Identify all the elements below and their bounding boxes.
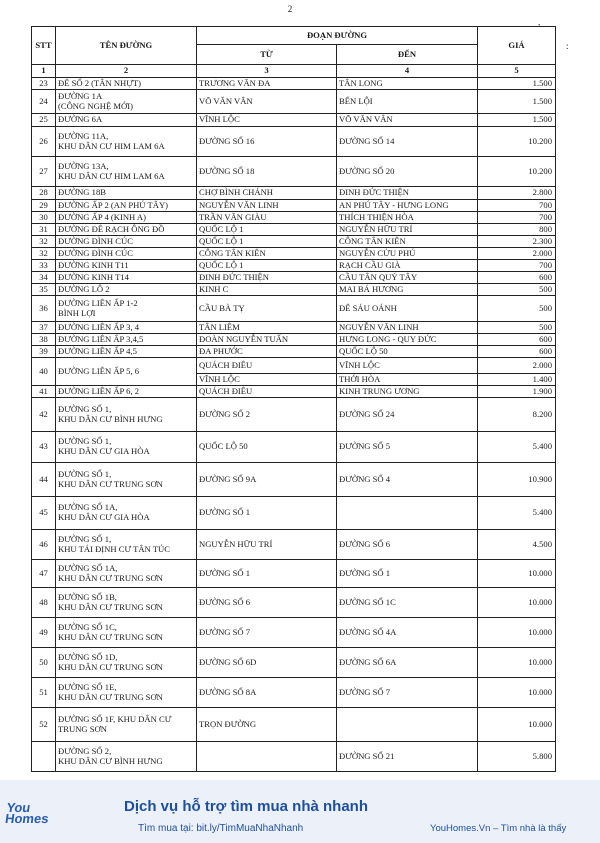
row-stt: 35 (32, 284, 56, 296)
table-row (32, 127, 556, 157)
row-den: ĐƯỜNG SỐ 5 (337, 432, 478, 463)
row-ten-duong: ĐƯỜNG LIÊN ẤP 1-2 BÌNH LỢI (56, 296, 197, 322)
row-ten-duong: ĐƯỜNG 11A, KHU DÂN CƯ HIM LAM 6A (56, 127, 197, 157)
row-den: VÕ VĂN VÂN (337, 114, 478, 127)
street-price-table (31, 26, 556, 772)
table-row (32, 114, 556, 127)
row-stt: 28 (32, 187, 56, 200)
table-row (32, 272, 556, 284)
row-stt: 30 (32, 212, 56, 224)
row-ten-duong: ĐƯỜNG 13A, KHU DÂN CƯ HIM LAM 6A (56, 157, 197, 187)
row-ten-duong: ĐƯỜNG SỐ 2, KHU DÂN CƯ BÌNH HƯNG (56, 742, 197, 772)
scan-mark: , (538, 17, 541, 27)
row-stt: 52 (32, 708, 56, 742)
row-tu: ĐOÀN NGUYỄN TUẤN (197, 334, 337, 346)
footer-headline: Dịch vụ hỗ trợ tìm mua nhà nhanh (124, 798, 369, 815)
row-gia: 10.000 (478, 588, 556, 618)
table-row (32, 742, 556, 772)
row-den: CÔNG TÂN KIÊN (337, 236, 478, 248)
table-row (32, 334, 556, 346)
row-gia: 600 (478, 346, 556, 358)
row-den: KINH TRUNG ƯƠNG (337, 386, 478, 398)
table-row (32, 588, 556, 618)
row-tu: ĐƯỜNG SỐ 18 (197, 157, 337, 187)
row-tu: NGUYỄN HỮU TRÍ (197, 530, 337, 560)
row-ten-duong: ĐƯỜNG ĐÌNH CÚC (56, 248, 197, 260)
table-row (32, 296, 556, 322)
row-den: AN PHÚ TÂY - HƯNG LONG (337, 200, 478, 212)
row-ten-duong: ĐƯỜNG SỐ 1, KHU DÂN CƯ TRUNG SƠN (56, 463, 197, 497)
row-tu (197, 742, 337, 772)
row-stt: 34 (32, 272, 56, 284)
row-den: BẾN LỘI (337, 90, 478, 114)
row-den: QUỐC LỘ 50 (337, 346, 478, 358)
row-tu: ĐƯỜNG SỐ 6D (197, 648, 337, 678)
footer-link[interactable]: Tìm mua tại: bit.ly/TimMuaNhaNhanh (138, 823, 304, 834)
row-den: ĐƯỜNG SỐ 24 (337, 398, 478, 432)
row-den: ĐƯỜNG SỐ 4A (337, 618, 478, 648)
row-ten-duong: ĐƯỜNG 6A (56, 114, 197, 127)
scan-mark: : (566, 41, 569, 51)
row-den: MAI BÁ HƯƠNG (337, 284, 478, 296)
index-cell: 2 (56, 65, 197, 78)
row-stt: 32 (32, 236, 56, 248)
row-den: VĨNH LỘC (337, 358, 478, 374)
row-gia: 600 (478, 334, 556, 346)
row-stt: 23 (32, 78, 56, 90)
table-row (32, 224, 556, 236)
index-cell: 5 (478, 65, 556, 78)
table-row (32, 618, 556, 648)
row-ten-duong: ĐƯỜNG LIÊN ẤP 4,5 (56, 346, 197, 358)
row-gia: 1.500 (478, 114, 556, 127)
table-row (32, 432, 556, 463)
row-den: THÍCH THIỆN HÒA (337, 212, 478, 224)
table-row (32, 248, 556, 260)
row-stt: 33 (32, 260, 56, 272)
table-row (32, 200, 556, 212)
row-ten-duong: ĐƯỜNG ĐÌNH CÚC (56, 236, 197, 248)
row-den: RẠCH CẦU GIÀ (337, 260, 478, 272)
row-ten-duong: ĐƯỜNG SỐ 1, KHU DÂN CƯ BÌNH HƯNG (56, 398, 197, 432)
row-den: ĐƯỜNG SỐ 21 (337, 742, 478, 772)
row-tu: VÕ VĂN VÂN (197, 90, 337, 114)
row-tu: ĐƯỜNG SỐ 16 (197, 127, 337, 157)
row-gia: 500 (478, 296, 556, 322)
row-ten-duong: ĐƯỜNG 1A (CÔNG NGHỆ MỚI) (56, 90, 197, 114)
row-stt: 38 (32, 334, 56, 346)
page-number: 2 (287, 4, 293, 14)
row-tu: CHỢ BÌNH CHÁNH (197, 187, 337, 200)
row-gia: 8.200 (478, 398, 556, 432)
row-gia: 2.000 (478, 358, 556, 374)
row-stt: 39 (32, 346, 56, 358)
row-tu: QUỐC LỘ 1 (197, 260, 337, 272)
row-ten-duong: ĐƯỜNG 18B (56, 187, 197, 200)
row-gia: 500 (478, 284, 556, 296)
row-stt: 42 (32, 398, 56, 432)
row-den (337, 708, 478, 742)
row-stt: 50 (32, 648, 56, 678)
row-tu: ĐƯỜNG SỐ 7 (197, 618, 337, 648)
index-cell: 4 (337, 65, 478, 78)
row-gia: 1.500 (478, 90, 556, 114)
row-den: TÂN LONG (337, 78, 478, 90)
row-stt: 43 (32, 432, 56, 463)
table-row (32, 358, 556, 374)
row-tu: CẦU BÀ TỴ (197, 296, 337, 322)
row-gia: 1.500 (478, 78, 556, 90)
row-gia: 1.900 (478, 386, 556, 398)
row-den: ĐƯỜNG SỐ 14 (337, 127, 478, 157)
table-row (32, 398, 556, 432)
row-gia: 5.400 (478, 497, 556, 530)
row-stt: 45 (32, 497, 56, 530)
row-gia: 1.400 (478, 374, 556, 386)
row-stt: 44 (32, 463, 56, 497)
row-ten-duong: ĐƯỜNG ẤP 2 (AN PHÚ TÂY) (56, 200, 197, 212)
row-ten-duong: ĐƯỜNG KINH T11 (56, 260, 197, 272)
row-stt: 48 (32, 588, 56, 618)
row-gia: 500 (478, 322, 556, 334)
row-stt: 32 (32, 248, 56, 260)
row-gia: 10.900 (478, 463, 556, 497)
index-cell: 3 (197, 65, 337, 78)
header-doan-duong: ĐOẠN ĐƯỜNG (197, 27, 478, 45)
row-den: ĐÊ SÁU OÁNH (337, 296, 478, 322)
table-row (32, 463, 556, 497)
row-stt: 26 (32, 127, 56, 157)
table-row (32, 322, 556, 334)
row-ten-duong: ĐƯỜNG ĐÊ RẠCH ÔNG ĐỒ (56, 224, 197, 236)
row-gia: 700 (478, 200, 556, 212)
row-gia: 5.800 (478, 742, 556, 772)
row-tu: ĐƯỜNG SỐ 6 (197, 588, 337, 618)
row-tu: QUỐC LỘ 50 (197, 432, 337, 463)
row-ten-duong: ĐƯỜNG LIÊN ẤP 3, 4 (56, 322, 197, 334)
row-gia: 10.000 (478, 678, 556, 708)
row-stt: 47 (32, 560, 56, 588)
table-row (32, 497, 556, 530)
row-ten-duong: ĐƯỜNG LÔ 2 (56, 284, 197, 296)
row-tu: KINH C (197, 284, 337, 296)
row-den: ĐƯỜNG SỐ 4 (337, 463, 478, 497)
row-gia: 2.800 (478, 187, 556, 200)
footer-site[interactable]: YouHomes.Vn – Tìm nhà là thấy (430, 823, 567, 834)
row-gia: 4.500 (478, 530, 556, 560)
row-stt: 49 (32, 618, 56, 648)
row-gia: 10.200 (478, 157, 556, 187)
table-row (32, 78, 556, 90)
row-den: NGUYỄN HỮU TRÍ (337, 224, 478, 236)
row-tu: TRỌN ĐƯỜNG (197, 708, 337, 742)
row-ten-duong: ĐƯỜNG SỐ 1E, KHU DÂN CƯ TRUNG SƠN (56, 678, 197, 708)
row-den: ĐINH ĐỨC THIỆN (337, 187, 478, 200)
row-den: NGUYỄN CỬU PHÚ (337, 248, 478, 260)
row-tu: VĨNH LỘC (197, 114, 337, 127)
row-tu: VĨNH LỘC (197, 374, 337, 386)
table-row (32, 236, 556, 248)
row-stt: 31 (32, 224, 56, 236)
row-stt: 36 (32, 296, 56, 322)
row-tu: TRẦN VĂN GIÀU (197, 212, 337, 224)
table-row (32, 284, 556, 296)
row-tu: ĐƯỜNG SỐ 1 (197, 497, 337, 530)
row-stt: 27 (32, 157, 56, 187)
row-tu: TÂN LIÊM (197, 322, 337, 334)
header-tu: TỪ (197, 45, 337, 65)
row-stt: 37 (32, 322, 56, 334)
header-gia: GIÁ (478, 27, 556, 65)
row-ten-duong: ĐƯỜNG SỐ 1C, KHU DÂN CƯ TRUNG SƠN (56, 618, 197, 648)
row-gia: 10.000 (478, 708, 556, 742)
row-tu: TRƯƠNG VĂN ĐA (197, 78, 337, 90)
row-gia: 5.400 (478, 432, 556, 463)
table-row (32, 386, 556, 398)
row-ten-duong: ĐƯỜNG SỐ 1, KHU DÂN CƯ GIA HÒA (56, 432, 197, 463)
row-ten-duong: ĐƯỜNG KINH T14 (56, 272, 197, 284)
row-tu: QUỐC LỘ 1 (197, 224, 337, 236)
row-tu: QUÁCH ĐIÊU (197, 386, 337, 398)
row-tu: ĐINH ĐỨC THIỆN (197, 272, 337, 284)
row-den: ĐƯỜNG SỐ 1C (337, 588, 478, 618)
table-row (32, 260, 556, 272)
row-den (337, 497, 478, 530)
row-ten-duong: ĐƯỜNG SỐ 1B, KHU DÂN CƯ TRUNG SƠN (56, 588, 197, 618)
table-row (32, 648, 556, 678)
table-row (32, 678, 556, 708)
row-gia: 10.000 (478, 618, 556, 648)
row-den: ĐƯỜNG SỐ 6A (337, 648, 478, 678)
row-tu: NGUYỄN VĂN LINH (197, 200, 337, 212)
row-tu: CÔNG TÂN KIÊN (197, 248, 337, 260)
table-row (32, 708, 556, 742)
row-stt: 29 (32, 200, 56, 212)
table-row (32, 187, 556, 200)
row-den: ĐƯỜNG SỐ 7 (337, 678, 478, 708)
row-ten-duong: ĐƯỜNG SỐ 1A, KHU DÂN CƯ GIA HÒA (56, 497, 197, 530)
row-tu: ĐƯỜNG SỐ 1 (197, 560, 337, 588)
row-den: NGUYỄN VĂN LINH (337, 322, 478, 334)
row-ten-duong: ĐƯỜNG SỐ 1A, KHU DÂN CƯ TRUNG SƠN (56, 560, 197, 588)
row-stt: 24 (32, 90, 56, 114)
row-stt (32, 742, 56, 772)
row-den: ĐƯỜNG SỐ 6 (337, 530, 478, 560)
row-stt: 41 (32, 386, 56, 398)
row-stt: 51 (32, 678, 56, 708)
youhomes-logo: You Homes (4, 800, 50, 826)
header-den: ĐẾN (337, 45, 478, 65)
row-den: ĐƯỜNG SỐ 1 (337, 560, 478, 588)
table-row (32, 157, 556, 187)
row-ten-duong: ĐƯỜNG SỐ 1, KHU TÁI ĐỊNH CƯ TÂN TÚC (56, 530, 197, 560)
row-gia: 10.000 (478, 648, 556, 678)
row-ten-duong: ĐÊ SỐ 2 (TÂN NHỰT) (56, 78, 197, 90)
row-ten-duong: ĐƯỜNG LIÊN ẤP 6, 2 (56, 386, 197, 398)
row-ten-duong: ĐƯỜNG LIÊN ẤP 3,4,5 (56, 334, 197, 346)
row-gia: 800 (478, 224, 556, 236)
row-stt: 25 (32, 114, 56, 127)
table-row (32, 530, 556, 560)
row-tu: ĐA PHƯỚC (197, 346, 337, 358)
row-gia: 10.200 (478, 127, 556, 157)
header-stt: STT (32, 27, 56, 65)
row-tu: ĐƯỜNG SỐ 2 (197, 398, 337, 432)
table-row (32, 212, 556, 224)
header-ten-duong: TÊN ĐƯỜNG (56, 27, 197, 65)
row-den: ĐƯỜNG SỐ 20 (337, 157, 478, 187)
row-tu: QUỐC LỘ 1 (197, 236, 337, 248)
table-row (32, 346, 556, 358)
table-row (32, 90, 556, 114)
row-den: HƯNG LONG - QUY ĐỨC (337, 334, 478, 346)
row-ten-duong: ĐƯỜNG SỐ 1D, KHU DÂN CƯ TRUNG SƠN (56, 648, 197, 678)
row-gia: 600 (478, 272, 556, 284)
row-den: CẦU TÂN QUÝ TÂY (337, 272, 478, 284)
row-gia: 10.000 (478, 560, 556, 588)
row-stt: 40 (32, 358, 56, 386)
row-tu: ĐƯỜNG SỐ 8A (197, 678, 337, 708)
table-row (32, 560, 556, 588)
row-gia: 700 (478, 260, 556, 272)
index-cell: 1 (32, 65, 56, 78)
row-tu: ĐƯỜNG SỐ 9A (197, 463, 337, 497)
promo-footer-banner (0, 780, 600, 843)
row-ten-duong: ĐƯỜNG ẤP 4 (KINH A) (56, 212, 197, 224)
row-tu: QUÁCH ĐIÊU (197, 358, 337, 374)
row-gia: 2.300 (478, 236, 556, 248)
row-stt: 46 (32, 530, 56, 560)
row-ten-duong: ĐƯỜNG SỐ 1F, KHU DÂN CƯ TRUNG SƠN (56, 708, 197, 742)
row-ten-duong: ĐƯỜNG LIÊN ẤP 5, 6 (56, 358, 197, 386)
row-gia: 2.000 (478, 248, 556, 260)
row-gia: 700 (478, 212, 556, 224)
row-den: THỚI HÒA (337, 374, 478, 386)
